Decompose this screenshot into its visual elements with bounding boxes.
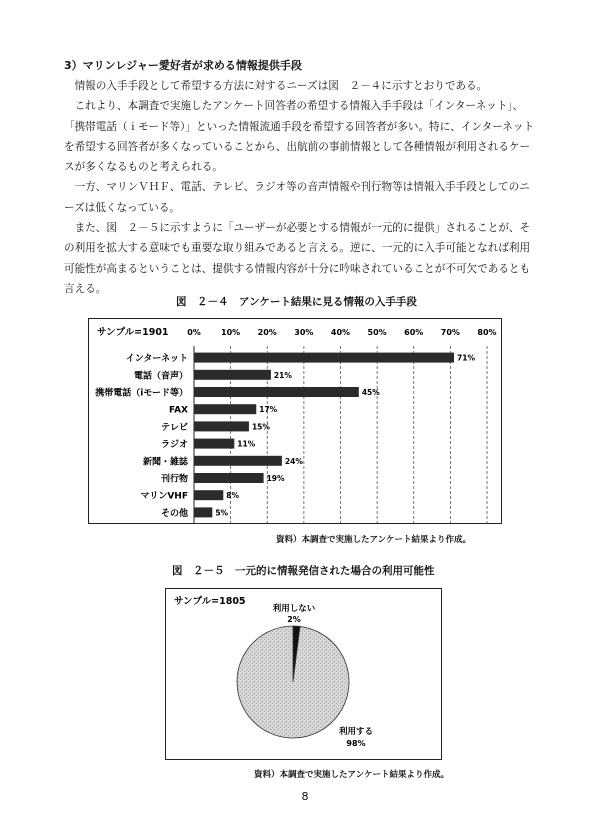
paragraph-1: 情報の入手手段として希望する方法に対するニーズは図 ２－４に示すとおりである。 xyxy=(74,80,488,92)
bar-figure-title: 図 ２－４ アンケート結果に見る情報の入手手段 xyxy=(176,296,417,308)
x-tick-label: 60% xyxy=(404,328,424,337)
bar-value-label: 11% xyxy=(237,439,256,449)
bar-value-label: 17% xyxy=(259,405,278,415)
page-number: 8 xyxy=(301,790,309,803)
category-label: FAX xyxy=(168,405,188,416)
pie-chart-frame xyxy=(165,588,442,760)
section-heading: 3）マリンレジャー愛好者が求める情報提供手段 xyxy=(64,59,302,72)
x-tick-label: 20% xyxy=(257,328,277,337)
pie-chart xyxy=(166,589,441,759)
bar-value-label: 8% xyxy=(226,491,240,501)
bar xyxy=(194,507,212,517)
bar xyxy=(194,353,454,363)
bar xyxy=(194,370,271,380)
bar xyxy=(194,490,223,500)
x-tick-label: 0% xyxy=(187,328,201,337)
paragraph-3: 一方、マリンＶＨＦ、電話、テレビ、ラジオ等の音声情報や刊行物等は情報入手手段としてのニーズは低くなっている。 xyxy=(64,181,530,214)
x-tick-label: 30% xyxy=(294,328,314,337)
slice-label: 利用する xyxy=(338,727,374,737)
pie-sample-label: サンプル=1805 xyxy=(174,596,246,607)
section-body xyxy=(64,76,536,299)
category-label: マリンVHF xyxy=(140,491,188,502)
pie-figure-title: 図 ２－５ 一元的に情報発信された場合の利用可能性 xyxy=(172,565,435,577)
x-tick-label: 70% xyxy=(440,328,460,337)
category-label: 電話（音声） xyxy=(133,371,188,382)
category-label: テレビ xyxy=(161,422,188,433)
category-label: ラジオ xyxy=(160,440,188,451)
paragraph-4: また、図 ２－５に示すように「ユーザーが必要とする情報が一元的に提供」されることが、その利用を拡大する意味でも重要な取り組みであると言える。逆に、一元的に入手可能となれば利用可能性が高まるということは、提供する情報内容が十分に吟味されていることが不可欠であるとも言える。 xyxy=(64,222,531,295)
slice-value-label: 98% xyxy=(346,739,366,748)
bar xyxy=(194,473,264,483)
bar-chart-frame xyxy=(88,318,502,524)
bar-chart xyxy=(89,319,501,523)
bar-sample-label: サンプル=1901 xyxy=(97,327,169,338)
x-tick-label: 80% xyxy=(477,328,497,337)
bar xyxy=(194,421,249,431)
category-label: 携帯電話（iモード等） xyxy=(95,388,188,399)
x-tick-label: 40% xyxy=(330,328,351,337)
x-tick-label: 50% xyxy=(367,328,387,337)
bar xyxy=(194,404,256,414)
bar-value-label: 21% xyxy=(273,370,292,380)
pie-figure-source: 資料）本調査で実施したアンケート結果より作成。 xyxy=(254,770,449,780)
bar xyxy=(194,439,234,449)
bar-value-label: 19% xyxy=(266,474,285,483)
bar-value-label: 15% xyxy=(251,422,270,432)
bar-value-label: 71% xyxy=(457,353,475,363)
category-label: その他 xyxy=(160,508,188,519)
paragraph-2: これより、本調査で実施したアンケート回答者の希望する情報入手手段は「インターネット」、「携帯電話（ｉモード等）」といった情報流通手段を希望する回答者が多い。特に、インターネットを希望する回答者が多くなっていることから、出航前の事前情報として各種情報が利用されるケースが多くなるものと考えられる。 xyxy=(64,100,535,174)
bar-figure-source: 資料）本調査で実施したアンケート結果より作成。 xyxy=(276,535,471,545)
x-tick-label: 10% xyxy=(221,328,241,337)
pie-slice xyxy=(237,626,349,738)
bar-value-label: 24% xyxy=(284,456,303,466)
category-label: 新聞・雑誌 xyxy=(142,457,188,468)
bar-value-label: 5% xyxy=(215,508,229,518)
bar-value-label: 45% xyxy=(361,388,380,397)
slice-label: 利用しない xyxy=(272,604,316,614)
bar xyxy=(194,387,359,397)
category-label: インターネット xyxy=(125,354,188,365)
category-label: 刊行物 xyxy=(160,474,188,485)
slice-value-label: 2% xyxy=(287,615,301,624)
bar xyxy=(194,456,282,466)
